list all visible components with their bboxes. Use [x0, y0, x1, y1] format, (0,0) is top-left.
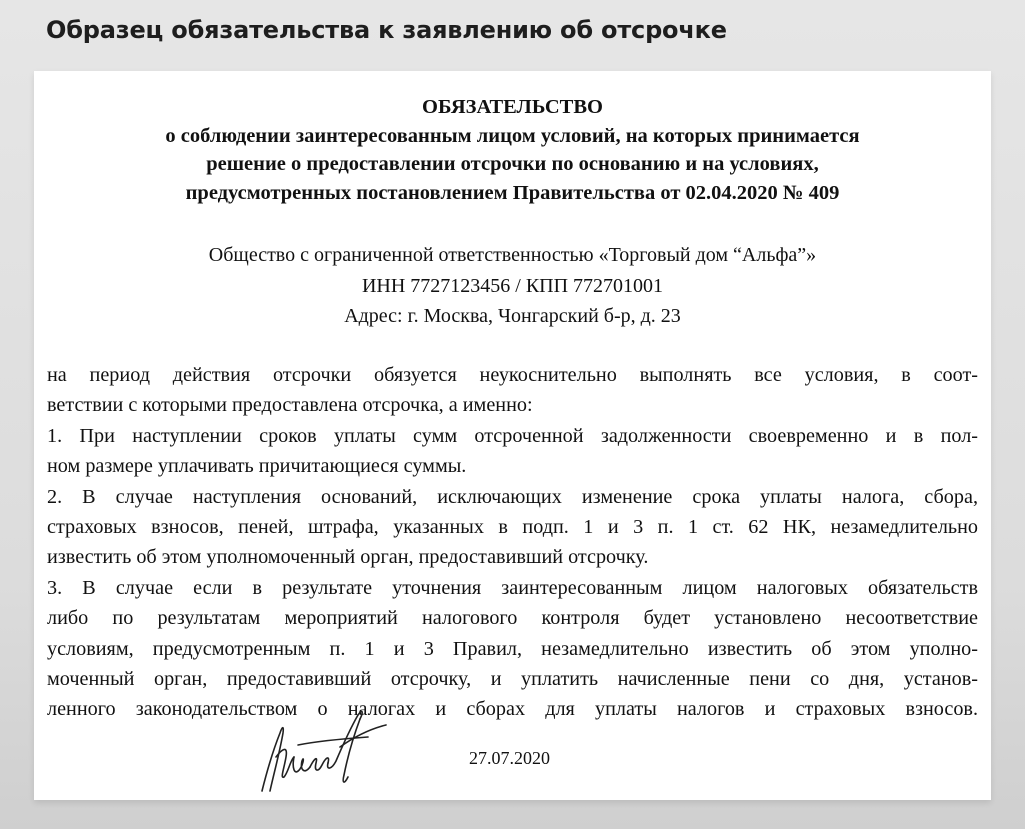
document-title — [34, 93, 991, 208]
body-line: на период действия отсрочки обязуется неукоснительно выполнять все условия, в соот- — [47, 364, 978, 386]
body-line: известить об этом уполномоченный орган, предоставивший отсрочку. — [47, 546, 649, 569]
body-line: условиям, предусмотренным п. 1 и 3 Правил, незамедлительно известить об этом уполно- — [47, 637, 978, 660]
body-line: ном размере уплачивать причитающиеся суммы. — [47, 455, 467, 478]
company-details — [34, 240, 991, 332]
title-line: предусмотренных постановлением Правительства от 02.04.2020 № 409 — [185, 182, 840, 205]
body-line: 3. В случае если в результате уточнения заинтересованным лицом налоговых обязательств — [47, 576, 978, 599]
company-name: Общество с ограниченной ответственностью «Торговый дом “Альфа”» — [208, 244, 817, 266]
body-line: ленного законодательством о налогах и сборах для уплаты налогов и страховых взносов. — [47, 698, 978, 721]
body-line: 1. При наступлении сроков уплаты сумм отсроченной задолженности своевременно и в пол- — [47, 424, 978, 447]
page-title: Образец обязательства к заявлению об отсрочке — [46, 16, 727, 44]
title-line: ОБЯЗАТЕЛЬСТВО — [422, 96, 603, 118]
body-line: 2. В случае наступления оснований, исключающих изменение срока уплаты налога, сбора, — [47, 485, 978, 508]
title-line: о соблюдении заинтересованным лицом условий, на которых принимается — [165, 124, 860, 147]
body-line: либо по результатам мероприятий налогового контроля будет установлено несоответствие — [47, 607, 978, 630]
handwritten-signature — [258, 705, 390, 797]
document-sheet — [34, 71, 991, 800]
body-line: ветствии с которыми предоставлена отсрочка, а именно: — [47, 394, 533, 417]
obligation-body — [47, 360, 978, 725]
company-inn-kpp: ИНН 7727123456 / КПП 772701001 — [361, 274, 664, 297]
company-address: Адрес: г. Москва, Чонгарский б-р, д. 23 — [344, 305, 681, 327]
body-line: моченный орган, предоставивший отсрочку, и уплатить начисленные пени со дня, установ- — [47, 667, 978, 690]
body-line: страховых взносов, пеней, штрафа, указанных в подп. 1 и 3 п. 1 ст. 62 НК, незамедлительно — [47, 515, 978, 538]
title-line: решение о предоставлении отсрочки по основанию и на условиях, — [206, 153, 819, 176]
signature-date: 27.07.2020 — [469, 748, 550, 768]
